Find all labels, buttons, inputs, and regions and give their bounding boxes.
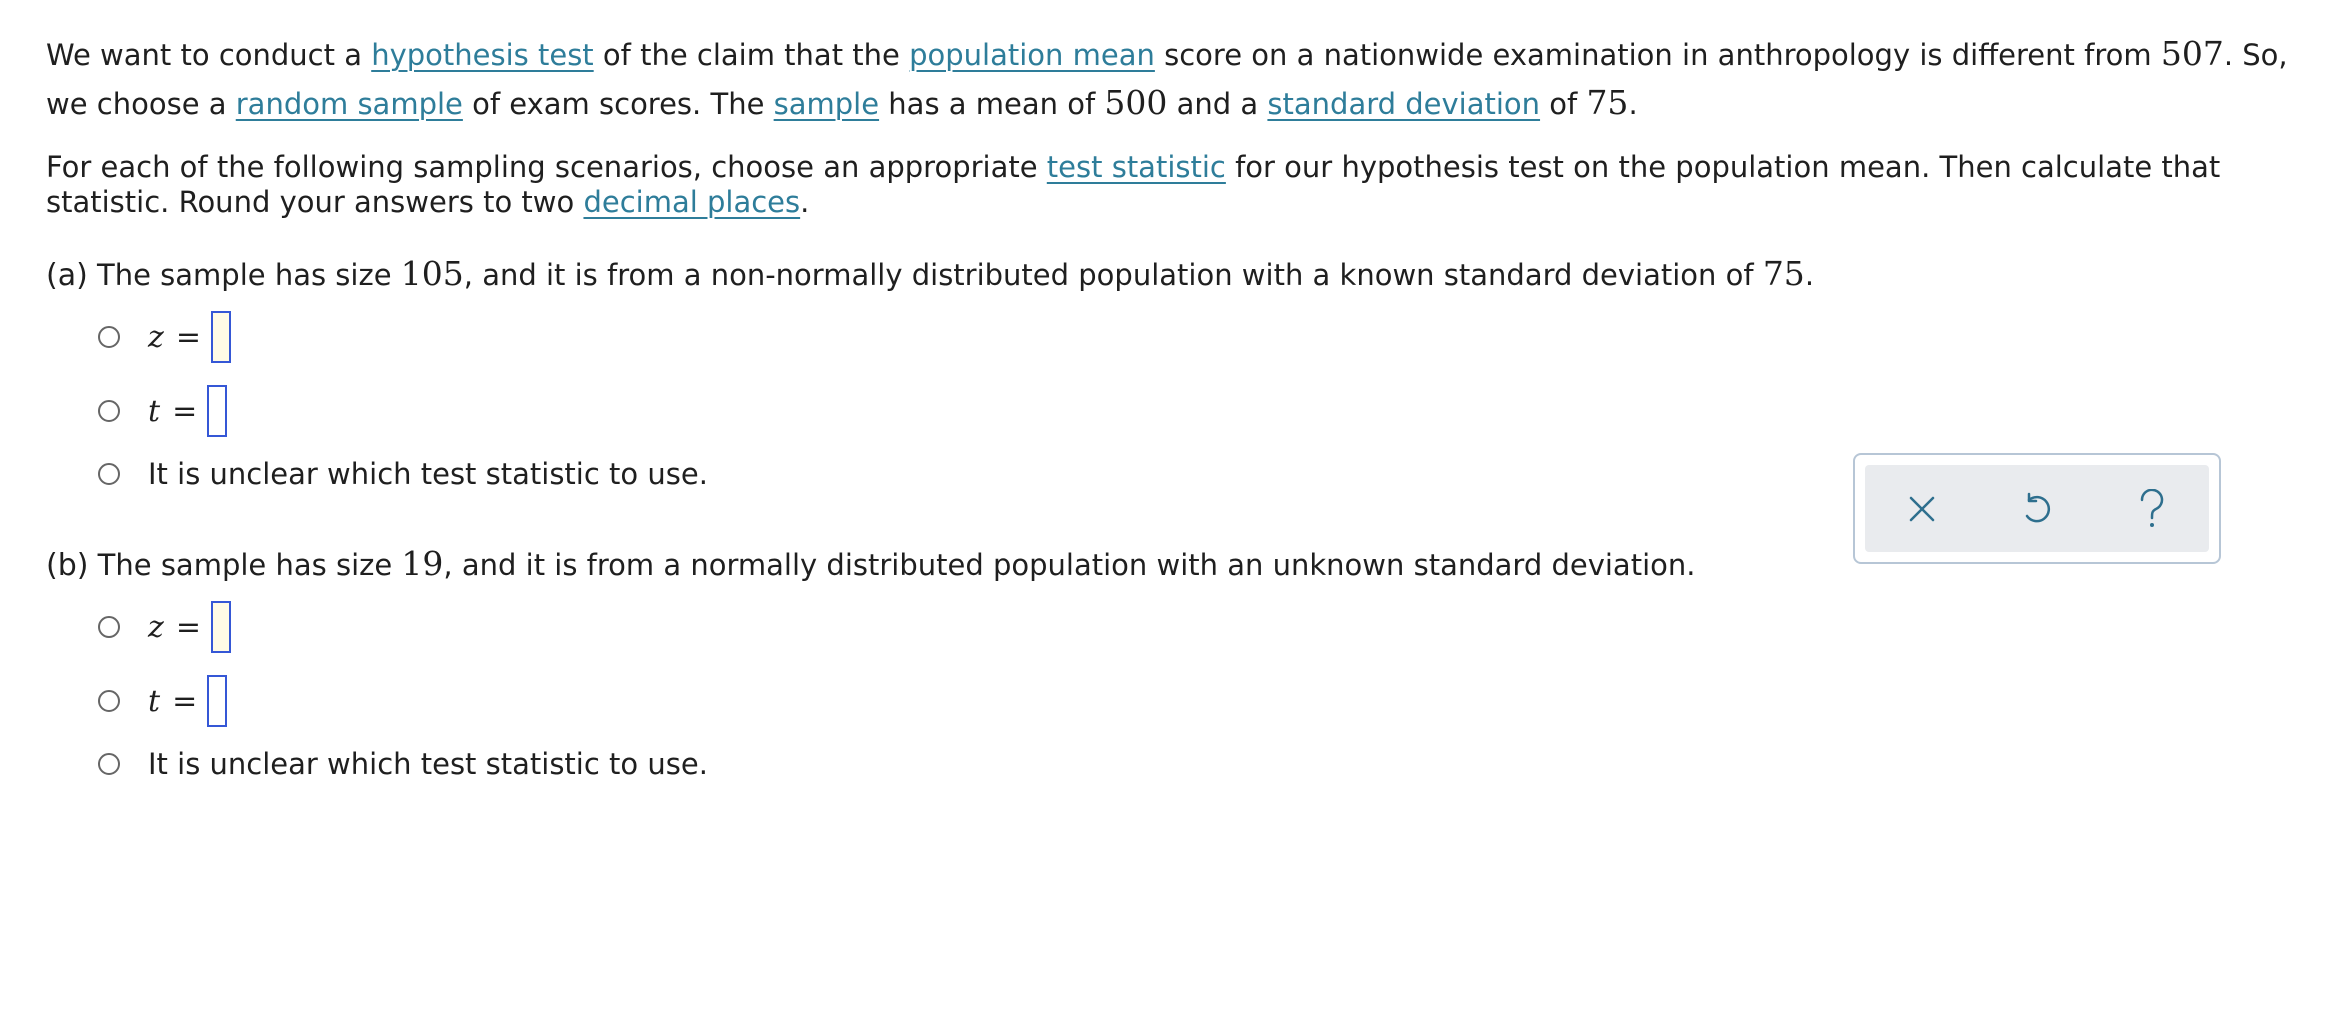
instructions-text: for our hypothesis test on the population mean. Then calculate that statistic. Round your answers to two [46, 150, 2221, 219]
test-statistic-link[interactable]: test statistic [1046, 150, 1226, 184]
part-b-size: 19 [401, 544, 444, 583]
part-b-z-input[interactable] [211, 601, 231, 653]
part-a-z-input[interactable] [211, 311, 231, 363]
part-a-option-z[interactable] [98, 300, 2296, 374]
intro-text: of [1540, 87, 1587, 121]
part-a-text: . [1804, 258, 1815, 292]
part-a-z-radio[interactable] [98, 326, 120, 348]
help-button[interactable] [2122, 479, 2182, 539]
intro-text: We want to conduct a [46, 38, 372, 72]
part-b-t-radio[interactable] [98, 690, 120, 712]
part-a-t-input[interactable] [207, 385, 227, 437]
part-b-label: (b) [46, 548, 89, 583]
part-b-t-input[interactable] [207, 675, 227, 727]
part-a-unclear-radio[interactable] [98, 463, 120, 485]
part-b-text: The sample has size [88, 548, 402, 582]
part-a-t-radio[interactable] [98, 400, 120, 422]
part-b-text: , and it is from a normally distributed population with an unknown standard deviation. [443, 548, 1696, 582]
intro-text: score on a nationwide examination in anthropology is different from [1154, 38, 2161, 72]
t-symbol: t [148, 393, 161, 429]
instructions-text: For each of the following sampling scenarios, choose an appropriate [46, 150, 1047, 184]
claim-value: 507 [2160, 34, 2224, 73]
undo-button[interactable] [2007, 479, 2067, 539]
instructions-text: . [800, 185, 810, 219]
part-b-option-unclear[interactable] [98, 738, 2296, 790]
intro-text: of the claim that the [593, 38, 910, 72]
instructions-paragraph [46, 150, 2296, 220]
part-a-label: (a) [46, 258, 88, 293]
equals-sign: = [172, 683, 198, 719]
intro-text: of exam scores. The [462, 87, 774, 121]
intro-text: . [1628, 87, 1638, 121]
answer-toolbar [1853, 453, 2221, 564]
clear-button[interactable] [1892, 479, 1952, 539]
part-a-unclear-label: It is unclear which test statistic to use. [148, 457, 708, 491]
intro-text: has a mean of [879, 87, 1105, 121]
sample-sd-value: 75 [1586, 83, 1629, 122]
intro-text: and a [1167, 87, 1268, 121]
part-a-text: The sample has size [87, 258, 401, 292]
t-symbol: t [148, 683, 161, 719]
equals-sign: = [172, 393, 198, 429]
hypothesis-test-link[interactable]: hypothesis test [371, 38, 594, 72]
part-a-text: , and it is from a non-normally distributed population with a known standard deviation of [463, 258, 1763, 292]
part-b-option-z[interactable] [98, 590, 2296, 664]
population-mean-link[interactable]: population mean [909, 38, 1155, 72]
sample-mean-value: 500 [1104, 83, 1168, 122]
part-a-size: 105 [400, 254, 464, 293]
part-a-option-t[interactable] [98, 374, 2296, 448]
sample-link[interactable]: sample [773, 87, 880, 121]
equals-sign: = [175, 319, 201, 355]
part-a-sd: 75 [1762, 254, 1805, 293]
random-sample-link[interactable]: random sample [235, 87, 463, 121]
toolbar-buttons [1865, 465, 2209, 552]
standard-deviation-link[interactable]: standard deviation [1267, 87, 1541, 121]
part-b-option-t[interactable] [98, 664, 2296, 738]
part-a-prompt [46, 250, 2296, 300]
z-symbol: z [148, 319, 164, 355]
undo-icon [2020, 491, 2054, 527]
part-b-unclear-label: It is unclear which test statistic to use. [148, 747, 708, 781]
part-b-unclear-radio[interactable] [98, 753, 120, 775]
help-icon [2138, 489, 2166, 529]
decimal-places-link[interactable]: decimal places [583, 185, 801, 219]
equals-sign: = [175, 609, 201, 645]
close-icon [1907, 494, 1937, 524]
intro-text: . So, we choose a [46, 38, 2288, 121]
part-b-options [98, 590, 2296, 790]
intro-paragraph [46, 30, 2296, 128]
part-b-z-radio[interactable] [98, 616, 120, 638]
question-content [46, 30, 2296, 790]
z-symbol: z [148, 609, 164, 645]
